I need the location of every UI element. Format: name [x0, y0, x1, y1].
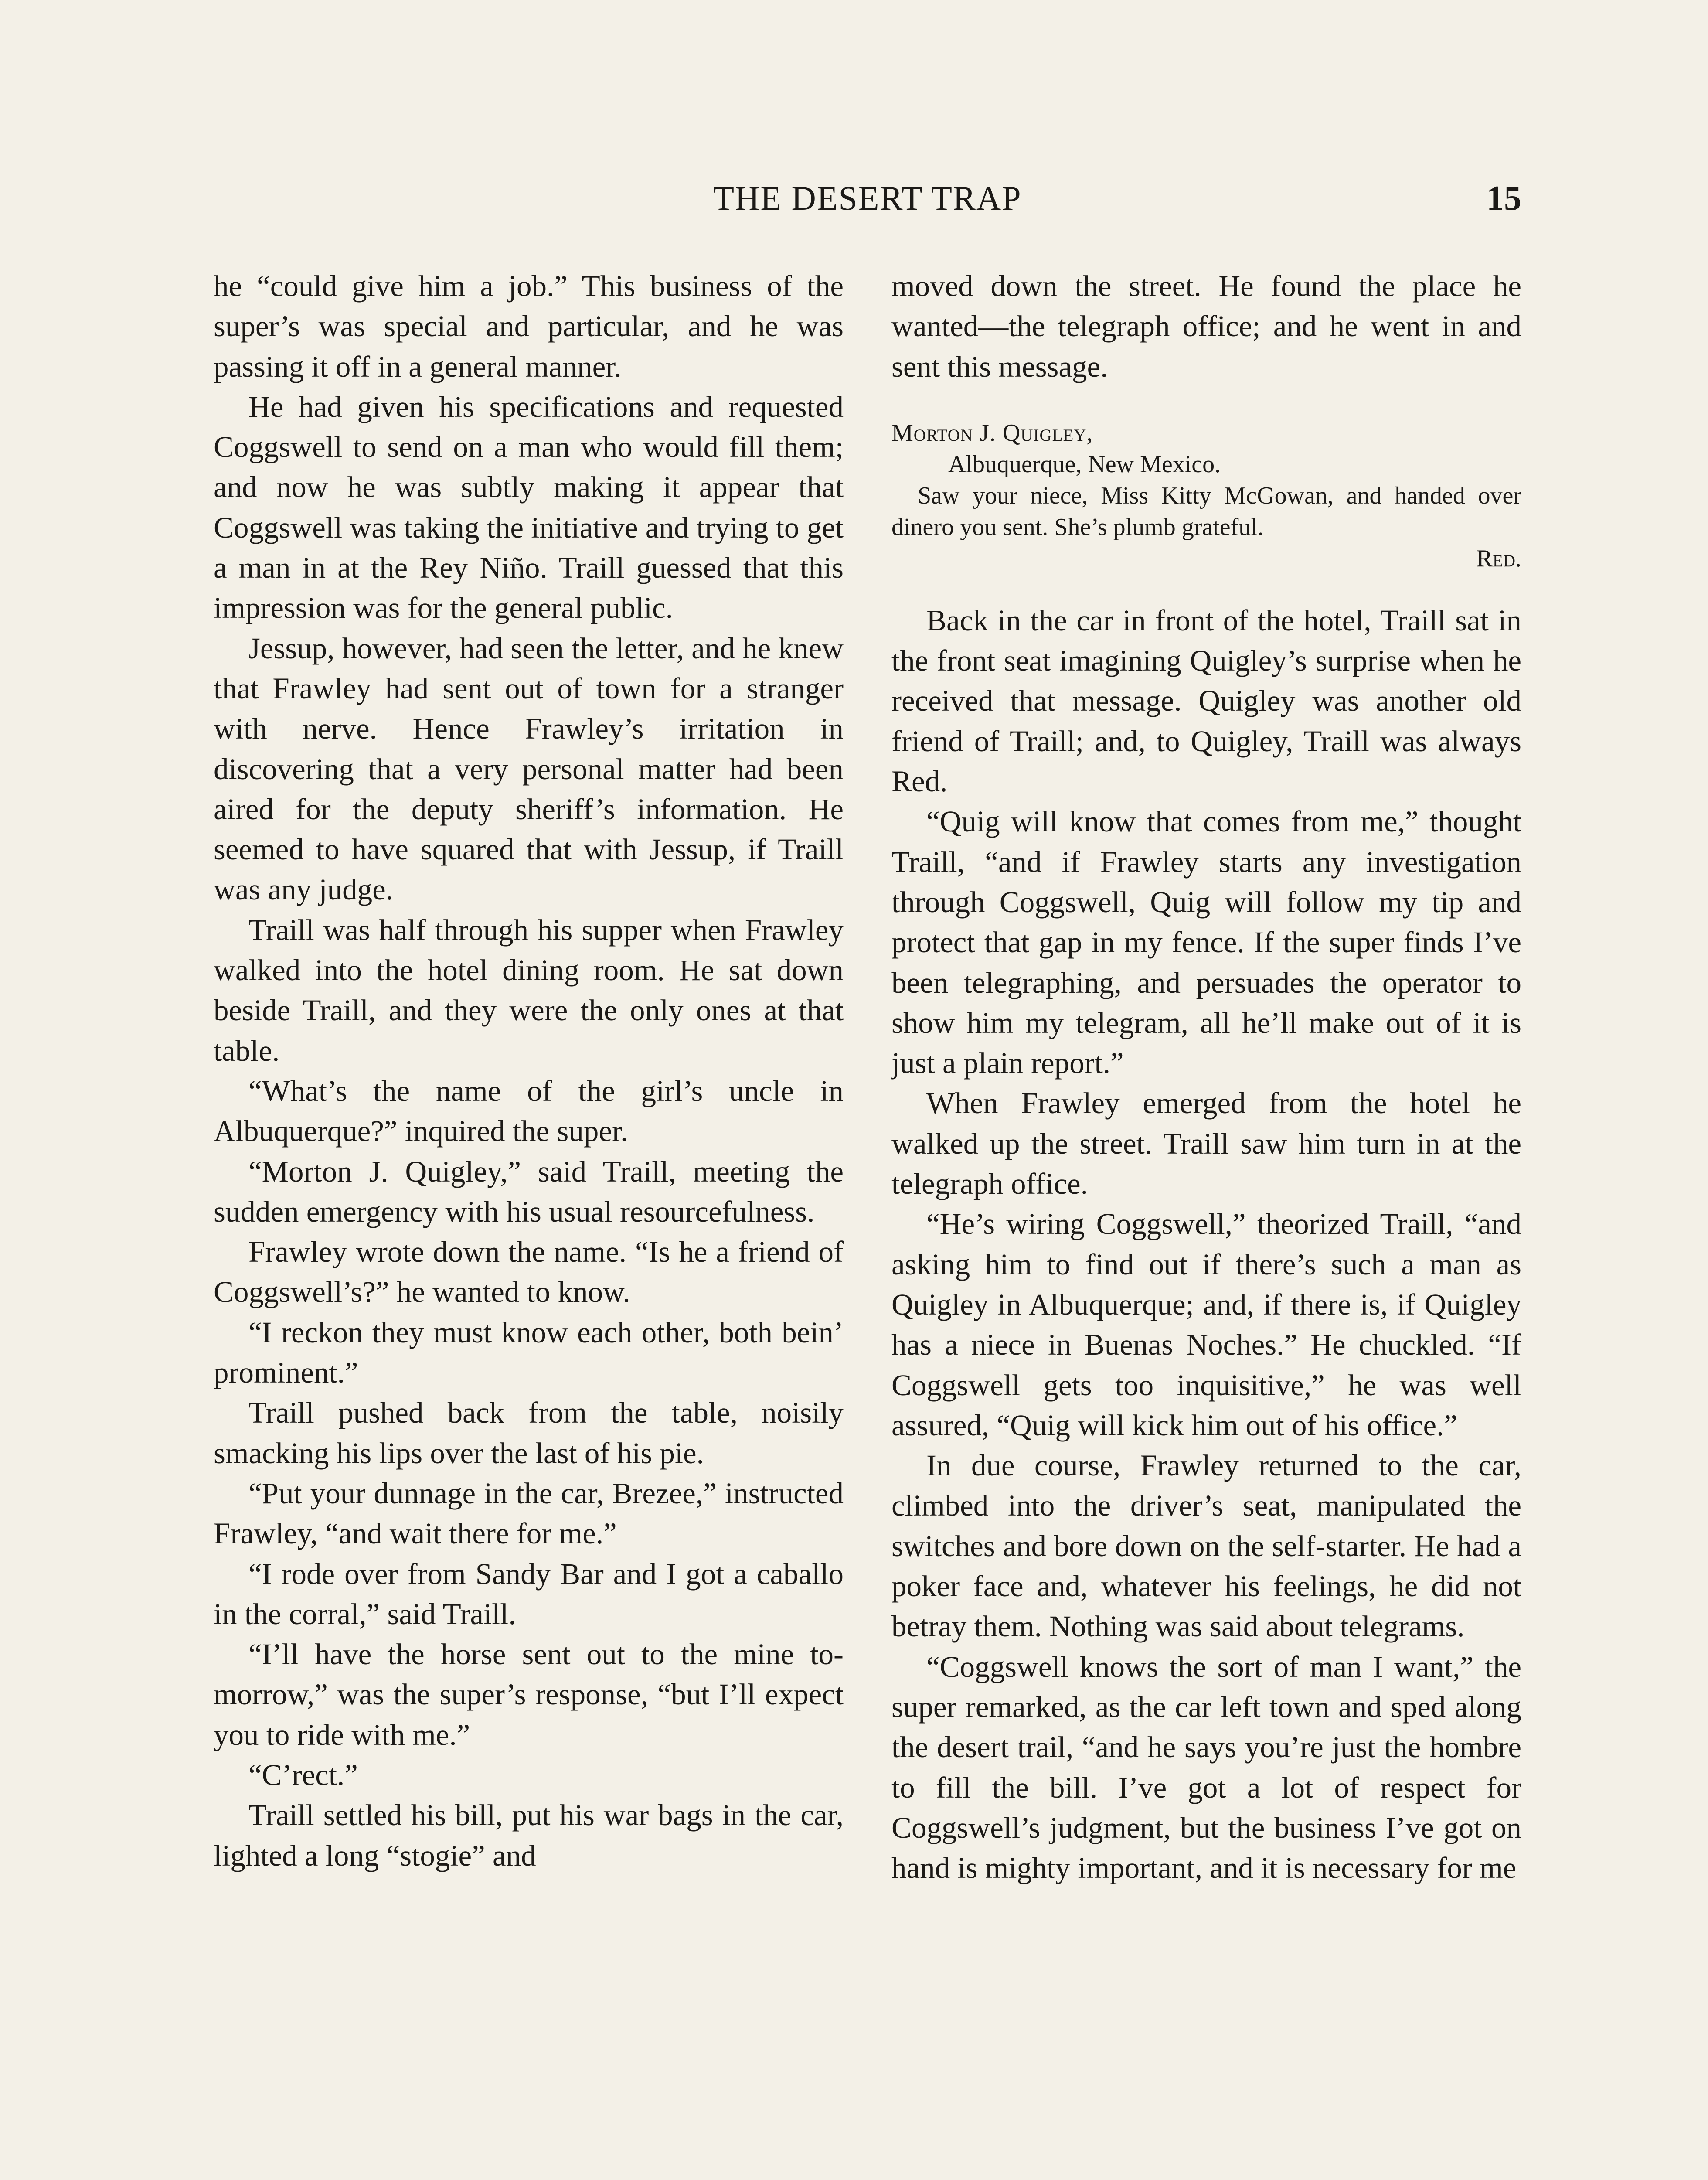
paragraph: Jessup, however, had seen the letter, and he knew that Frawley had sent out of town for a stranger with nerve. Hence Frawley’s irritation in discovering that a very personal matter had been aired for the deputy sheriff’s information. He seemed to have squared that with Jessup, if Traill was any judge. [214, 631, 844, 906]
paragraph: “Coggswell knows the sort of man I want,” the super remarked, as the car left town and sped along the desert trail, “and he says you’re just the hombre to fill the bill. I’ve got a lot of respect for Coggswell’s judgment, but the business I’ve got on hand is mighty important, and it is necessary for me [891, 1650, 1521, 1885]
running-title: THE DESERT TRAP [713, 179, 1022, 217]
paragraph: he “could give him a job.” This business of the super’s was special and particular, and he was passing it off in a general manner. [214, 269, 844, 383]
paragraph: In due course, Frawley returned to the car, climbed into the driver’s seat, manipulated the switches and bore down on the self-starter. He had a poker face and, whatever his feelings, he did not betray them. Nothing was said about telegrams. [891, 1449, 1521, 1643]
paragraph: Traill pushed back from the table, noisily smacking his lips over the last of his pie. [214, 1396, 844, 1470]
paragraph: Frawley wrote down the name. “Is he a friend of Coggswell’s?” he wanted to know. [214, 1235, 844, 1309]
paragraph: Traill settled his bill, put his war bags in the car, lighted a long “stogie” and [214, 1798, 844, 1872]
paragraph: “He’s wiring Coggswell,” theorized Traill, “and asking him to find out if there’s such a man as Quigley in Albuquerque; and, if there is, if Quigley has a niece in Buenas Noches.” He chuckled. “If Coggswell gets too inquisitive,” he was well assured, “Quig will kick him out of his office.” [891, 1207, 1521, 1442]
telegram-city: Albuquerque, New Mexico. [948, 450, 1221, 478]
paragraph: “Morton J. Quigley,” said Traill, meeting the sudden emergency with his usual resourcefulness. [214, 1155, 844, 1228]
left-column [214, 266, 844, 1876]
telegram-body: Saw your niece, Miss Kitty McGowan, and handed over dinero you sent. She’s plumb grateful. [891, 482, 1521, 541]
paragraph: “C’rect.” [248, 1758, 358, 1792]
paragraph: He had given his specifications and requested Coggswell to send on a man who would fill them; and now he was subtly making it appear that Coggswell was taking the initiative and trying to get a man in at the Rey Niño. Traill guessed that this impression was for the general public. [214, 390, 844, 625]
paragraph: “Quig will know that comes from me,” thought Traill, “and if Frawley starts any investigation through Coggswell, Quig will follow my tip and protect that gap in my fence. If the super finds I’ve been telegraphing, and persuades the operator to show him my telegram, all he’ll make out of it is just a plain report.” [891, 805, 1521, 1080]
paragraph: Back in the car in front of the hotel, Traill sat in the front seat imagining Quigley’s surprise when he received that message. Quigley was another old friend of Traill; and, to Quigley, Traill was always Red. [891, 603, 1521, 798]
paragraph: moved down the street. He found the place he wanted—the telegraph office; and he went in and sent this message. [891, 269, 1521, 383]
right-column [891, 266, 1521, 1888]
paragraph: Traill was half through his supper when Frawley walked into the hotel dining room. He sat down beside Traill, and they were the only ones at that table. [214, 913, 844, 1067]
page-number: 15 [1487, 179, 1521, 218]
paragraph: “What’s the name of the girl’s uncle in Albuquerque?” inquired the super. [214, 1074, 844, 1148]
telegram-addressee: Morton J. Quigley, [891, 419, 1093, 446]
paragraph: When Frawley emerged from the hotel he walked up the street. Traill saw him turn in at the telegraph office. [891, 1087, 1521, 1201]
running-header [214, 179, 1521, 231]
paragraph: “I reckon they must know each other, both bein’ prominent.” [214, 1315, 844, 1390]
telegram-message [891, 417, 1521, 574]
telegram-signature: Red. [1476, 545, 1521, 572]
paragraph: “I rode over from Sandy Bar and I got a caballo in the corral,” said Traill. [214, 1557, 844, 1631]
paragraph: “I’ll have the horse sent out to the mine to-morrow,” was the super’s response, “but I’ll expect you to ride with me.” [214, 1638, 844, 1751]
paragraph: “Put your dunnage in the car, Brezee,” instructed Frawley, “and wait there for me.” [214, 1476, 844, 1550]
